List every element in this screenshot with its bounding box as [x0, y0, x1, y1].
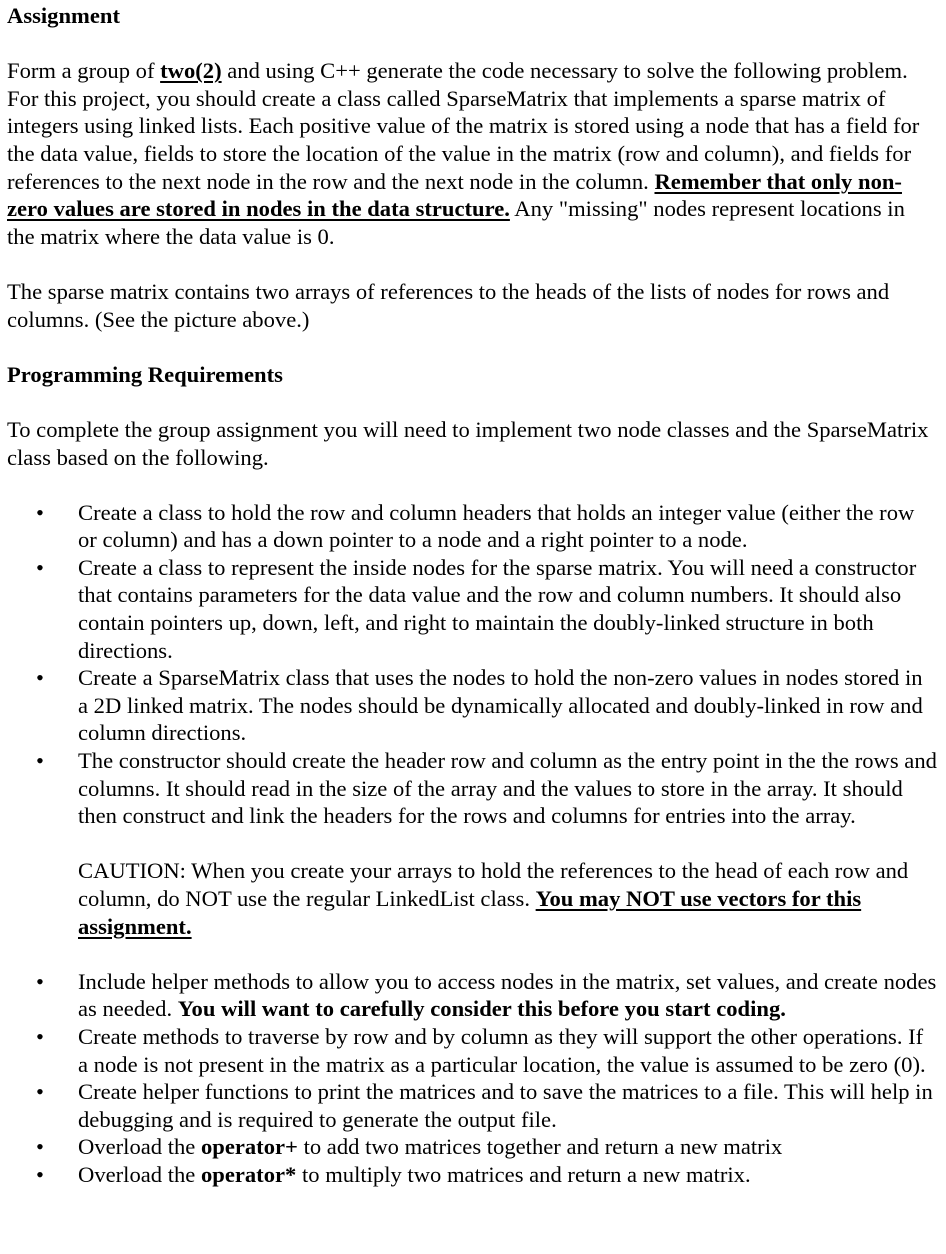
operator-plus: operator+ — [200, 1134, 298, 1160]
list-item-text: Create a class to represent the inside nodes for the sparse matrix. You will need a constructor that contains parameters for the data value and the row and column numbers. It should also contain pointers up, down, left, and right to maintain the doubly-linked structure in both directions. — [78, 554, 917, 663]
list-item — [7, 1023, 938, 1078]
group-count: two(2) — [160, 58, 222, 84]
list-item-text: Include helper methods to allow you to access nodes in the matrix, set values, and create nodes as needed. — [78, 968, 937, 1022]
bullet-icon: • — [36, 665, 44, 691]
list-item — [7, 1133, 938, 1161]
arrays-paragraph: The sparse matrix contains two arrays of references to the heads of the lists of nodes for rows and columns. (See the picture above.) — [7, 278, 890, 332]
list-item — [7, 747, 938, 830]
list-item-text: Overload the — [78, 1161, 201, 1187]
list-item-text: Create a class to hold the row and column headers that holds an integer value (either the row or column) and has a down pointer to a node and a right pointer to a node. — [78, 499, 915, 553]
caution-emphasis: You may NOT use vectors for this assignment. — [78, 886, 862, 939]
bullet-icon: • — [36, 554, 44, 580]
list-item-bold: You will want to carefully consider this before you start coding. — [177, 996, 786, 1022]
bullet-icon: • — [36, 1023, 44, 1049]
requirements-heading: Programming Requirements — [7, 361, 283, 387]
bullet-icon: • — [36, 1161, 44, 1187]
assignment-title: Assignment — [7, 3, 120, 28]
list-item-text: to add two matrices together and return a new matrix — [297, 1134, 783, 1160]
list-item-text: Overload the — [78, 1134, 201, 1160]
intro-text-3: Any "missing" nodes represent locations in the matrix where the data value is 0. — [7, 196, 905, 249]
bullet-icon: • — [36, 1079, 44, 1105]
intro-text-1: Form a group of — [7, 58, 161, 84]
bullet-icon: • — [36, 968, 44, 994]
list-item-text: Create a SparseMatrix class that uses the nodes to hold the non-zero values in nodes stored in a 2D linked matrix. The nodes should be dynamically allocated and doubly-linked in row and column directions. — [78, 665, 923, 746]
list-item — [7, 664, 938, 747]
bullet-icon: • — [36, 748, 44, 774]
caution-text: CAUTION: When you create your arrays to hold the references to the head of each row and column, do NOT use the regular LinkedList class. — [78, 858, 909, 911]
list-item-text: Create methods to traverse by row and by column as they will support the other operations. If a node is not present in the matrix as a particular location, the value is assumed to be zero (0). — [78, 1023, 926, 1077]
intro-text-2: and using C++ generate the code necessary to solve the following problem. For this project, you should create a class called SparseMatrix that implements a sparse matrix of integers using linked lists. Each positive value of the matrix is stored using a node that has a field for the data value, fields to store the location of the value in the matrix (row and column), and fields for references to the next node in the row and the next node in the column. — [7, 58, 920, 194]
list-item — [7, 1161, 938, 1189]
requirements-intro: To complete the group assignment you will need to implement two node classes and the SparseMatrix class based on the following. — [7, 416, 929, 470]
list-item — [7, 554, 938, 664]
list-item-text: Create helper functions to print the matrices and to save the matrices to a file. This will help in debugging and is required to generate the output file. — [78, 1079, 933, 1132]
list-item-text: The constructor should create the header row and column as the entry point in the the rows and columns. It should read in the size of the array and the values to store in the array. It should then construct and link the headers for the rows and columns for entries into the array. — [78, 748, 937, 829]
remember-note: Remember that only non-zero values are stored in nodes in the data structure. — [7, 168, 902, 222]
list-item — [7, 968, 938, 1023]
list-item — [7, 1078, 938, 1133]
bullet-icon: • — [36, 1134, 44, 1160]
requirements-list-2 — [7, 968, 938, 1189]
intro-paragraph — [7, 57, 938, 250]
caution-note — [7, 857, 938, 940]
requirements-list-1 — [7, 499, 938, 830]
list-item-text: to multiply two matrices and return a new matrix. — [296, 1161, 751, 1187]
bullet-icon: • — [36, 499, 44, 525]
list-item — [7, 499, 938, 554]
operator-multiply: operator* — [200, 1161, 297, 1187]
